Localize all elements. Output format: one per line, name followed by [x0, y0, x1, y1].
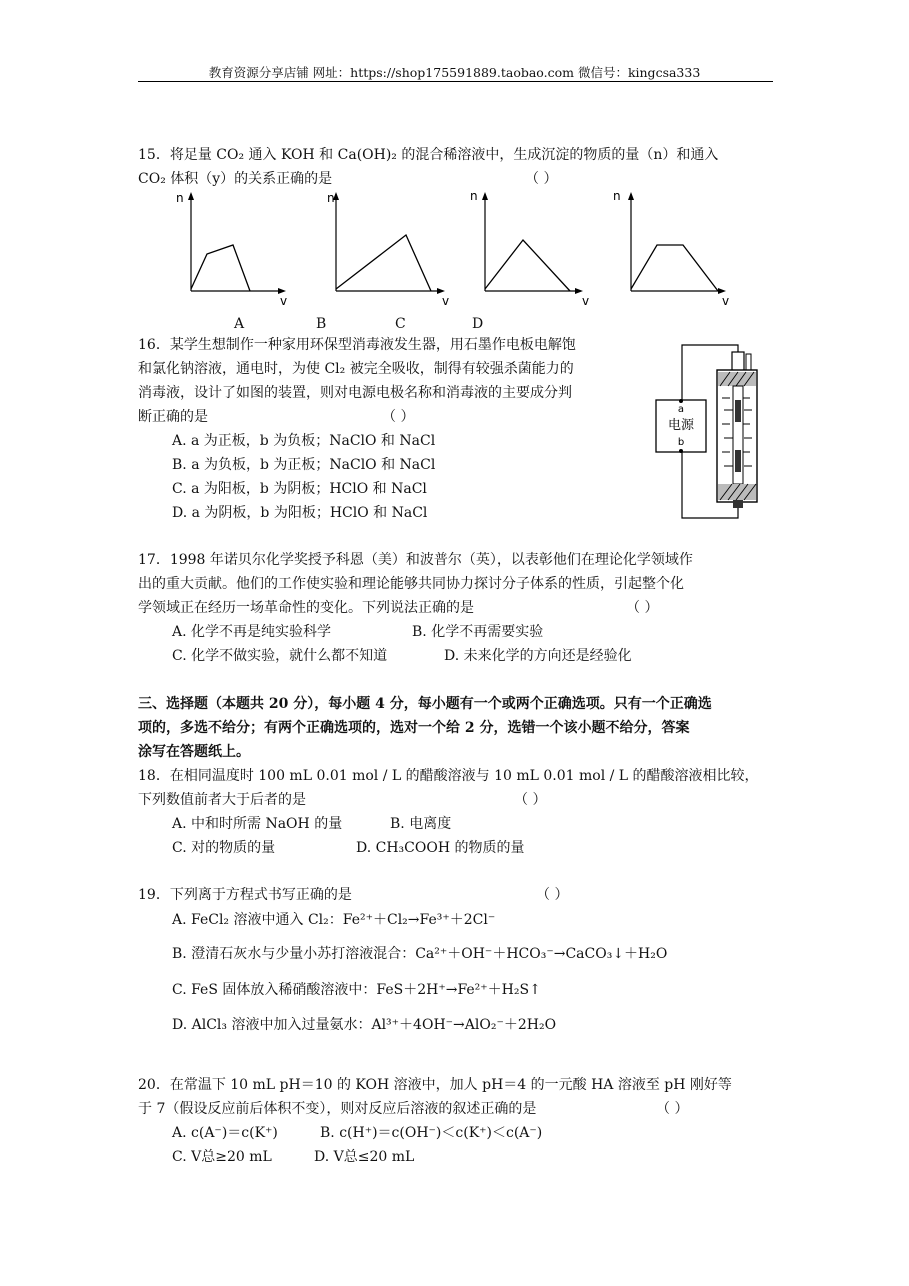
- power-source-label: 电源: [667, 418, 695, 433]
- graph-c-x-label: v: [582, 294, 590, 308]
- graph-a-y-label: n: [176, 191, 184, 205]
- q20-line2: 于 7（假设反应前后体积不变），则对反应后溶液的叙述正确的是: [138, 1101, 537, 1117]
- page-header: 教育资源分享店铺 网址：https://shop175591889.taobao.com 微信号：kingcsa333: [208, 65, 701, 80]
- q17-line2: 出的重大贡献。他们的工作使实验和理论能够共同协力探讨分子体系的性质，引起整个化: [138, 576, 684, 592]
- q17-option-a: A. 化学不再是纯实验科学: [172, 624, 332, 640]
- q20-option-d: D. V总≤20 mL: [314, 1149, 415, 1165]
- q16-option-b: B. a 为负板，b 为正板；NaClO 和 NaCl: [172, 457, 436, 473]
- q19-paren: （ ）: [536, 887, 569, 903]
- q16-option-a: A. a 为正板，b 为负板；NaClO 和 NaCl: [172, 433, 436, 449]
- q15-label-c: C: [395, 316, 406, 332]
- q16-option-d: D. a 为阴板，b 为阳板；HClO 和 NaCl: [172, 505, 428, 521]
- q16-line2: 和氯化钠溶液，通电时，为使 Cl₂ 被完全吸收，制得有较强杀菌能力的: [138, 361, 574, 377]
- q19-option-d: D. AlCl₃ 溶液中加入过量氨水：Al³⁺＋4OH⁻→AlO₂⁻＋2H₂O: [172, 1017, 557, 1033]
- q15-line1: 15．将足量 CO₂ 通入 KOH 和 Ca(OH)₂ 的混合稀溶液中，生成沉淀的物质的量（n）和通入: [138, 147, 719, 163]
- q18-paren: （ ）: [514, 792, 547, 808]
- graph-b-x-label: v: [442, 294, 450, 308]
- q17-option-b: B. 化学不再需要实验: [412, 624, 544, 640]
- q17-line3: 学领域正在经历一场革命性的变化。下列说法正确的是: [138, 600, 474, 616]
- header-divider: [138, 81, 773, 82]
- graph-b: [327, 191, 449, 308]
- q18-option-c: C. 对的物质的量: [172, 840, 276, 856]
- electrolysis-apparatus: [650, 340, 770, 525]
- section3-line3: 涂写在答题纸上。: [138, 744, 250, 760]
- q16-line3: 消毒液，设计了如图的装置，则对电源电极名称和消毒液的主要成分判: [138, 385, 572, 401]
- graph-b-y-label: n: [327, 191, 335, 205]
- q19-option-a: A. FeCl₂ 溶液中通入 Cl₂：Fe²⁺＋Cl₂→Fe³⁺＋2Cl⁻: [172, 912, 496, 928]
- q20-line1: 20．在常温下 10 mL pH＝10 的 KOH 溶液中，加人 pH＝4 的一元酸 HA 溶液至 pH 刚好等: [138, 1077, 732, 1093]
- q17-paren: （ ）: [626, 600, 659, 616]
- q20-option-c: C. V总≥20 mL: [172, 1149, 272, 1165]
- q20-paren: （ ）: [656, 1101, 689, 1117]
- q15-graphs: [170, 188, 770, 308]
- q19-option-c: C. FeS 固体放入稀硝酸溶液中：FeS＋2H⁺→Fe²⁺＋H₂S↑: [172, 982, 541, 998]
- q16-option-c: C. a 为阳板，b 为阴板；HClO 和 NaCl: [172, 481, 427, 497]
- graph-c: [470, 189, 589, 308]
- q16-line4: 断正确的是: [138, 409, 208, 425]
- q15-paren: （ ）: [525, 171, 558, 187]
- graph-c-y-label: n: [470, 189, 478, 203]
- graph-a: [176, 191, 287, 308]
- electrode-b-label: b: [677, 437, 685, 448]
- graph-d-y-label: n: [613, 189, 621, 203]
- graph-d: [613, 189, 729, 308]
- q20-option-b: B. c(H⁺)＝c(OH⁻)＜c(K⁺)＜c(A⁻): [320, 1125, 543, 1141]
- q15-label-d: D: [472, 316, 484, 332]
- q17-option-c: C. 化学不做实验，就什么都不知道: [172, 648, 388, 664]
- graph-d-x-label: v: [722, 294, 730, 308]
- q19-line1: 19．下列离于方程式书写正确的是: [138, 887, 352, 903]
- q18-option-b: B. 电离度: [390, 816, 452, 832]
- graph-a-x-label: v: [280, 294, 288, 308]
- q15-line2: CO₂ 体积（y）的关系正确的是: [138, 171, 333, 187]
- q20-option-a: A. c(A⁻)＝c(K⁺): [172, 1125, 278, 1141]
- q17-option-d: D. 未来化学的方向还是经验化: [444, 648, 632, 664]
- q17-line1: 17．1998 年诺贝尔化学奖授予科恩（美）和波普尔（英），以表彰他们在理论化学领域作: [138, 552, 693, 568]
- q16-line1: 16．某学生想制作一种家用环保型消毒液发生器，用石墨作电板电解饱: [138, 337, 576, 353]
- section3-line1: 三、选择题（本题共 20 分），每小题 4 分，每小题有一个或两个正确选项。只有一个正确选: [138, 696, 712, 712]
- q15-label-a: A: [234, 316, 245, 332]
- q18-option-d: D. CH₃COOH 的物质的量: [356, 840, 525, 856]
- q18-option-a: A. 中和时所需 NaOH 的量: [172, 816, 343, 832]
- q18-line2: 下列数值前者大于后者的是: [138, 792, 306, 808]
- q15-label-b: B: [316, 316, 327, 332]
- q16-paren: （ ）: [382, 409, 415, 425]
- q18-line1: 18．在相同温度时 100 mL 0.01 mol / L 的醋酸溶液与 10 mL 0.01 mol / L 的醋酸溶液相比较，: [138, 768, 759, 784]
- section3-line2: 项的，多选不给分；有两个正确选项的，选对一个给 2 分，选错一个该小题不给分，答案: [138, 720, 690, 736]
- q19-option-b: B. 澄清石灰水与少量小苏打溶液混合：Ca²⁺＋OH⁻＋HCO₃⁻→CaCO₃↓＋H₂O: [172, 946, 668, 962]
- electrode-a-label: a: [677, 404, 685, 415]
